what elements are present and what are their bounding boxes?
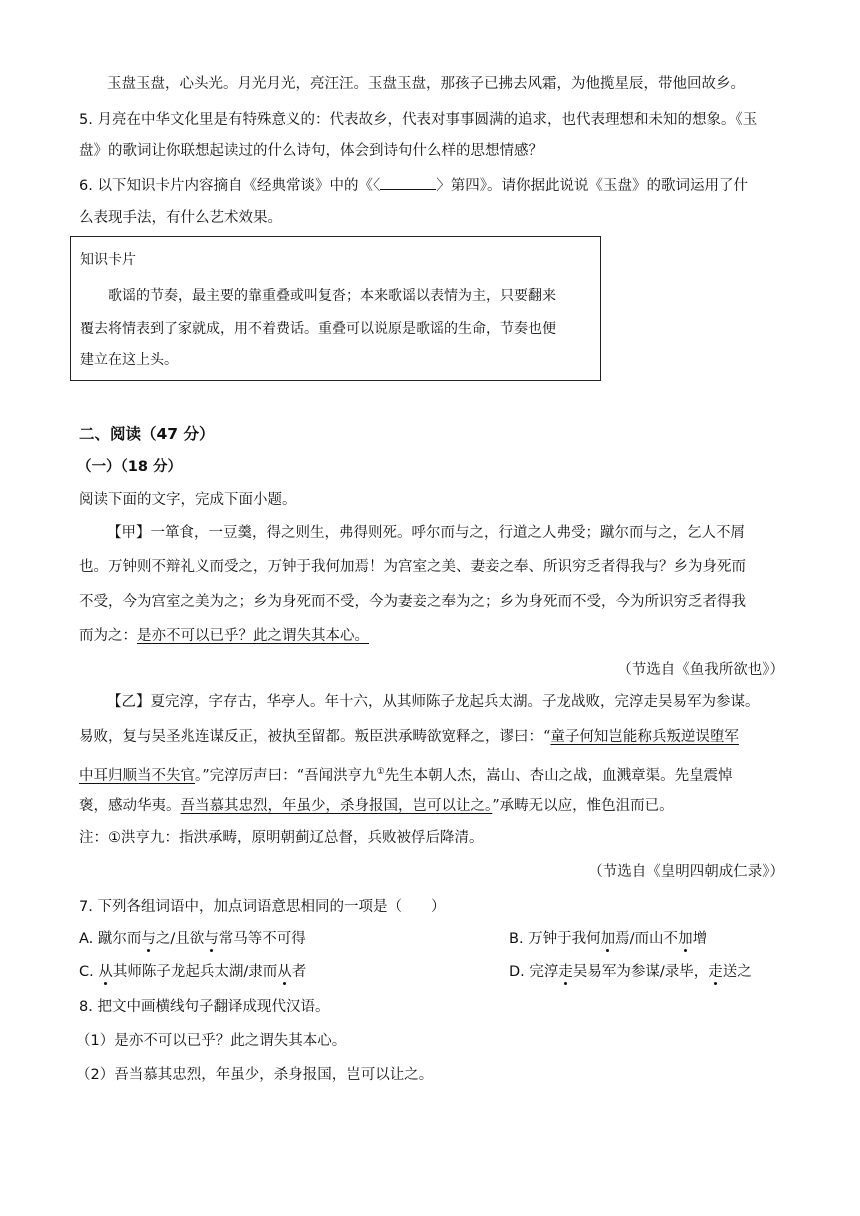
passage-yi-line: 【乙】夏完淳，字存古，华亭人。年十六，从其师陈子龙起兵太湖。子龙战败，完淳走吴易军为参谋。: [107, 694, 760, 710]
underlined-dialogue: 童子何知岂能称兵叛逆误堕军: [550, 729, 739, 745]
q6-line1: [79, 176, 785, 196]
option-b-text: 增: [692, 931, 708, 947]
q5-line2: 盘》的歌词让你联想起读过的什么诗句，体会到诗句什么样的思想情感？: [79, 143, 543, 159]
passage-jia-source: （节选自《鱼我所欲也》）: [617, 662, 784, 678]
option-d-text: 吴易军为参谋/录毕，: [572, 964, 709, 980]
knowledge-card: [70, 236, 601, 381]
knowledge-card-title: 知识卡片: [80, 252, 136, 268]
q6-line2: 么表现手法，有什么艺术效果。: [79, 210, 282, 226]
option-c[interactable]: [79, 964, 306, 980]
knowledge-card-line: 建立在这上头。: [80, 352, 178, 368]
dotted-word: 加: [600, 931, 616, 947]
dotted-word: 走: [708, 964, 723, 980]
q5-line1: 5. 月亮在中华文化里是有特殊意义的：代表故乡，代表对事事圆满的追求，也代表理想和未知的想象。《玉: [79, 112, 758, 128]
passage-yi-line: [79, 796, 785, 816]
passage-jia-line: 也。万钟则不辩礼义而受之，万钟于我何加焉！为宫室之美、妻妾之奉、所识穷乏者得我与？乡为身死而: [79, 559, 746, 575]
q8-stem: 8. 把文中画横线句子翻译成现代汉语。: [79, 999, 330, 1015]
option-d-text: D. 完淳: [509, 964, 559, 980]
option-a-text: 之/且欲: [155, 931, 205, 947]
lyric-line: 玉盘玉盘，心头光。月光月光，亮汪汪。玉盘玉盘，那孩子已拂去风霜，为他揽星辰，带他回故乡。: [107, 76, 745, 92]
option-a-text: A. 蹴尔而: [79, 931, 142, 947]
footnote: 注：①洪亨九：指洪承畴，原明朝蓟辽总督，兵败被俘后降清。: [79, 830, 484, 846]
reading-instruction: 阅读下面的文字，完成下面小题。: [79, 492, 297, 508]
q8-item: （1）是亦不可以已乎？此之谓失其本心。: [76, 1033, 347, 1049]
q7-options-row: [79, 929, 785, 949]
option-c-text: C.: [79, 964, 99, 980]
option-b[interactable]: [509, 929, 707, 949]
q7-options-row: [79, 962, 785, 982]
subsection-title: （一）（18 分）: [77, 459, 182, 475]
passage-jia-text: 而为之：: [79, 628, 137, 644]
underlined-dialogue: 中耳归顺当不失官: [79, 767, 195, 784]
knowledge-card-line: 歌谣的节奏，最主要的靠重叠或叫复沓；本来歌谣以表情为主，只要翻来: [108, 288, 556, 304]
underlined-sentence-2: 吾当慕其忠烈，年虽少，杀身报国，岂可以让之。: [180, 798, 493, 814]
option-c-text: 其师陈子龙起兵太湖/隶而: [112, 964, 278, 980]
underlined-sentence-1: 是亦不可以已乎？此之谓失其本心。: [137, 628, 369, 644]
option-a-text: 常马等不可得: [218, 931, 306, 947]
option-b-text: B. 万钟于我何: [509, 931, 601, 947]
dotted-word: 从: [98, 964, 113, 980]
passage-yi-line: [79, 727, 785, 747]
passage-yi-text: 褒，感动华夷。: [79, 798, 181, 814]
dotted-word: 加: [678, 931, 693, 947]
passage-yi-text: ”承畴无以应，惟色沮而已。: [492, 798, 674, 814]
knowledge-card-line: 覆去将情表到了家就成，用不着费话。重叠可以说原是歌谣的生命，节奏也便: [80, 321, 556, 337]
passage-yi-source: （节选自《皇明四朝成仁录》）: [588, 864, 784, 880]
q8-item: （2）吾当慕其忠烈，年虽少，杀身报国，岂可以让之。: [76, 1067, 434, 1083]
option-d-text: 送之: [722, 964, 752, 980]
dotted-word: 从: [277, 964, 292, 980]
q6-answer-blank[interactable]: [380, 177, 436, 190]
q7-stem: 7. 下列各组词语中，加点词语意思相同的一项是（ ）: [79, 899, 446, 915]
dotted-word: 走: [558, 964, 573, 980]
option-a[interactable]: [79, 931, 306, 947]
q6-line1-pre: 6. 以下知识卡片内容摘自《经典常谈》中的《〈: [79, 178, 381, 194]
option-c-text: 者: [291, 964, 307, 980]
passage-yi-line: [79, 762, 785, 786]
passage-jia-line: [79, 626, 785, 646]
q6-line1-post: 〉第四》。请你据此说说《玉盘》的歌词运用了什: [436, 178, 748, 194]
passage-yi-text: 先生本朝人杰，嵩山、杏山之战，血溅章渠。先皇震悼: [384, 767, 733, 784]
passage-yi-text: 。”完淳厉声曰：“吾闻洪亨九: [195, 767, 377, 784]
option-b-text: 焉/而山不: [615, 931, 679, 947]
dotted-word: 与: [204, 931, 219, 947]
passage-jia-line: 不受，今为宫室之美为之；乡为身死而不受，今为妻妾之奉为之；乡为身死而不受，今为所识穷乏者得我: [79, 594, 746, 610]
section-title: 二、阅读（47 分）: [79, 425, 215, 443]
dotted-word: 与: [141, 931, 156, 947]
footnote-marker: ①: [376, 767, 385, 777]
option-d[interactable]: [509, 962, 752, 982]
passage-jia-line: 【甲】一箪食，一豆羹，得之则生，弗得则死。呼尔而与之，行道之人弗受；蹴尔而与之，乞人不屑: [107, 525, 745, 541]
passage-yi-text: 易败，复与吴圣兆连谋反正，被执至留都。叛臣洪承畴欲宽释之，谬曰：“: [79, 729, 551, 745]
